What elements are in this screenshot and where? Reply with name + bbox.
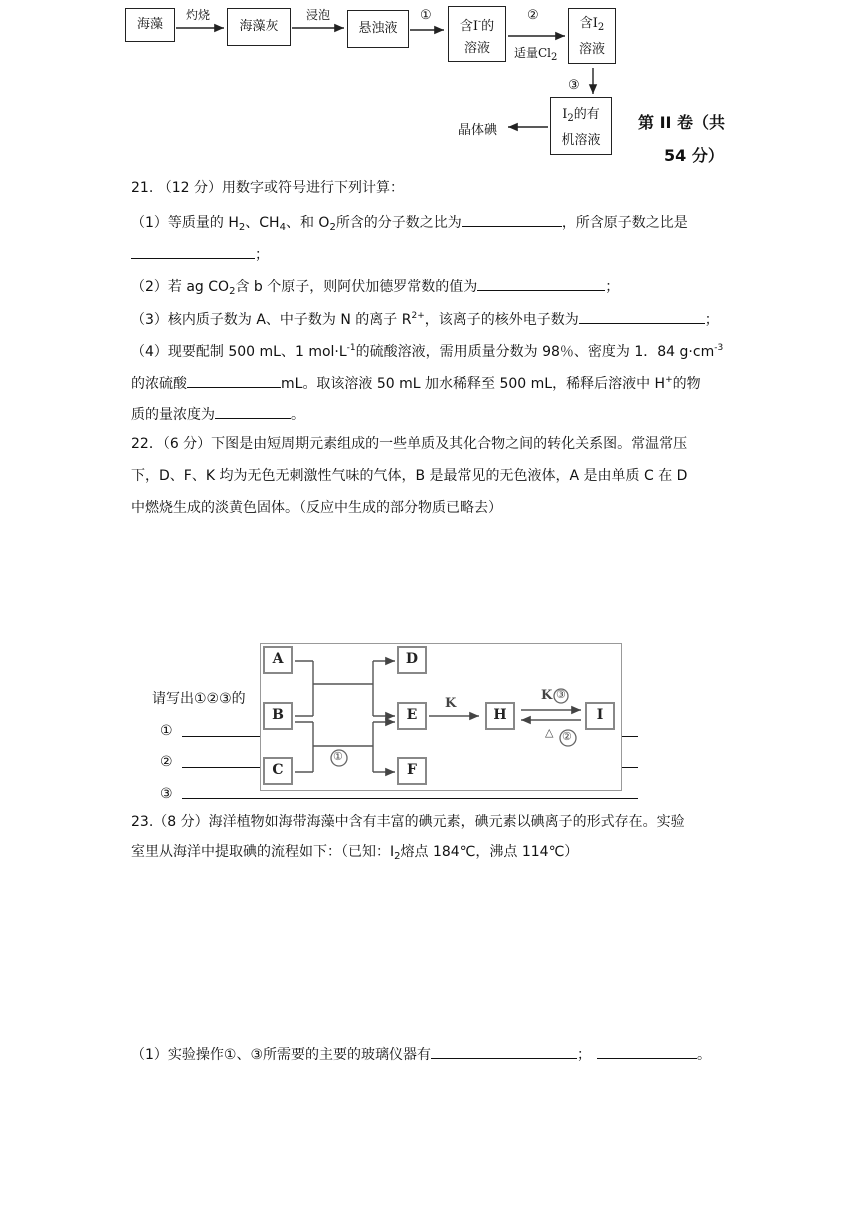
q21-p1-o2-sub: 2 [329, 222, 336, 233]
cl2-sub: 2 [551, 52, 558, 63]
answer-blank-avogadro[interactable] [477, 274, 605, 291]
q21-p3-sup: 2+ [411, 311, 425, 321]
q22-prompt: 请写出①②③的 [152, 691, 246, 707]
node-i-label: I [596, 707, 604, 723]
q21-p1-text-d: 所含的分子数之比为 [335, 215, 462, 231]
seaweed-box [125, 8, 175, 42]
q21-p2-text-b: 含 b 个原子，则阿伏加德罗常数的值为 [235, 279, 478, 295]
q21-p4-text-a: （4）现要配制 500 mL、1 mol·L [131, 344, 347, 360]
reagent-k-label-2: K [541, 688, 553, 703]
q23-p1-text-b: ； [577, 1047, 592, 1063]
iodide-label-c: 溶液 [463, 41, 490, 56]
answer-blank-electron-count[interactable] [579, 307, 705, 324]
q21-p1-text-c: 、和 O [285, 215, 330, 231]
iodide-solution-box [448, 6, 506, 62]
organic-solution-box [550, 97, 612, 155]
answer-blank-atom-ratio[interactable] [131, 242, 255, 259]
crystal-iodine-label: 晶体碘 [458, 123, 498, 138]
q21-p4-text-c: 的浓硫酸 [131, 376, 187, 392]
q21-p1-text-e: ，所含原子数之比是 [561, 215, 688, 231]
answer-blank-glassware-1[interactable] [431, 1042, 577, 1059]
q21-p4-text-b: 的硫酸溶液，需用质量分数为 98％、密度为 1．84 g·cm [355, 344, 715, 360]
node-f [397, 757, 427, 785]
node-b-label: B [272, 707, 284, 723]
step-1-circle: ① [333, 750, 343, 763]
q22-answer-label-3: ③ [160, 786, 173, 802]
q22-line1: 22．（6 分）下图是由短周期元素组成的一些单质及其化合物之间的转化关系图。常温常压 [131, 436, 688, 452]
q21-part4 [131, 338, 723, 362]
node-c [263, 757, 293, 785]
q21-p2-sub: 2 [229, 286, 236, 297]
q21-p4-sup1: -1 [346, 343, 356, 353]
ash-box [227, 8, 291, 46]
q23-line2-a: 室里从海洋中提取碘的流程如下：（已知：I [131, 844, 395, 860]
heat-delta-symbol: △ [545, 726, 554, 739]
q22-line2: 下，D、F、K 均为无色无刺激性气味的气体，B 是最常见的无色液体，A 是由单质 C 在 D [131, 468, 688, 484]
node-a [263, 646, 293, 674]
q21-p1-ch4-sub: 4 [279, 222, 286, 233]
ash-label: 海藻灰 [239, 19, 279, 34]
q21-p3-text-b: ，该离子的核外电子数为 [424, 312, 579, 328]
node-h [485, 702, 515, 730]
answer-blank-glassware-2[interactable] [597, 1042, 697, 1059]
q21-p2-text-c: ； [605, 279, 620, 295]
node-e-label: E [406, 707, 418, 723]
org-sub: 2 [567, 113, 574, 124]
q21-part3 [131, 306, 719, 330]
node-d [397, 646, 427, 674]
node-f-label: F [407, 762, 417, 778]
q21-p2-text-a: （2）若 ag CO [131, 279, 230, 295]
q21-p4-text-e: 的物 [672, 376, 701, 392]
iodide-label-a: 含I [459, 19, 479, 34]
node-i [585, 702, 615, 730]
seaweed-label: 海藻 [136, 17, 163, 32]
q23-line2-b: 熔点 184℃，沸点 114℃） [400, 844, 579, 860]
q21-p1-h2-sub: 2 [238, 222, 246, 233]
q21-part2 [131, 274, 619, 302]
node-c-label: C [272, 762, 284, 778]
i2-label-a: 含I [579, 16, 598, 31]
step2-label: ② [527, 8, 539, 23]
q23-p1-text-c: 。 [697, 1047, 712, 1063]
iodide-sup: - [478, 17, 482, 27]
q21-part4-cont [131, 370, 701, 394]
org-label-c: 机溶液 [561, 133, 601, 148]
cl2-label [514, 44, 557, 63]
node-h-label: H [493, 707, 507, 723]
node-e [397, 702, 427, 730]
q21-heading: 21. （12 分）用数字或符号进行下列计算： [131, 180, 404, 196]
answer-blank-acid-volume[interactable] [187, 371, 281, 388]
reagent-k-label-1: K [445, 696, 457, 711]
q21-p4-sup2: -3 [714, 343, 724, 353]
section-heading-line1: 第 II 卷（共 [638, 113, 726, 132]
org-label-a: I [562, 107, 568, 122]
section-heading-line2: 54 分） [664, 146, 724, 165]
node-a-label: A [272, 651, 284, 667]
i2-label-b: 溶液 [578, 42, 605, 57]
cl2-text: 适量Cl [514, 46, 552, 60]
q23-p1-text-a: （1）实验操作①、③所需要的主要的玻璃仪器有 [131, 1047, 432, 1063]
q23-line2-sub: 2 [394, 851, 401, 862]
answer-blank-molecule-ratio[interactable] [462, 210, 562, 227]
q21-p4-sup3: + [665, 375, 673, 385]
q21-part1-cont [131, 242, 269, 265]
step3-label: ③ [568, 78, 580, 93]
step-3-circle: ③ [556, 688, 566, 701]
iodide-label-b: 的 [481, 19, 495, 34]
q23-line2 [131, 842, 578, 867]
i2-solution-box [568, 8, 616, 64]
step1-label: ① [420, 8, 432, 23]
org-label-b: 的有 [573, 107, 600, 122]
q23-part1 [131, 1042, 711, 1065]
burn-label: 灼烧 [186, 8, 211, 22]
q21-part4-cont2 [131, 402, 305, 425]
suspension-label: 悬浊液 [358, 21, 398, 36]
relation-diagram [260, 643, 622, 791]
q21-p3-text-a: （3）核内质子数为 A、中子数为 N 的离子 R [131, 312, 412, 328]
q21-p1-text-a: （1）等质量的 H [131, 215, 239, 231]
q21-p4-text-g: 。 [291, 407, 305, 423]
q22-answer-label-1: ① [160, 723, 173, 739]
relation-diagram-lines [261, 644, 621, 790]
answer-blank-h-concentration[interactable] [215, 402, 291, 419]
q21-p1-text-f: ； [255, 247, 269, 263]
q23-line1: 23.（8 分）海洋植物如海带海藻中含有丰富的碘元素，碘元素以碘离子的形式存在。实验 [131, 814, 685, 830]
q22-line3: 中燃烧生成的淡黄色固体。（反应中生成的部分物质已略去） [131, 500, 502, 516]
q21-p4-text-f: 质的量浓度为 [131, 407, 215, 423]
suspension-box [347, 10, 409, 48]
q22-answer-line-3[interactable] [182, 798, 638, 799]
soak-label: 浸泡 [306, 8, 331, 22]
node-d-label: D [405, 651, 419, 667]
step-2-circle: ② [562, 730, 572, 743]
q21-part1 [131, 210, 688, 238]
q21-p1-text-b: 、CH [245, 215, 280, 231]
q22-answer-label-2: ② [160, 754, 173, 770]
i2-sub: 2 [597, 22, 605, 33]
q21-p3-text-c: ； [704, 312, 719, 328]
q21-p4-text-d: mL。取该溶液 50 mL 加水稀释至 500 mL，稀释后溶液中 H [281, 376, 666, 392]
node-b [263, 702, 293, 730]
